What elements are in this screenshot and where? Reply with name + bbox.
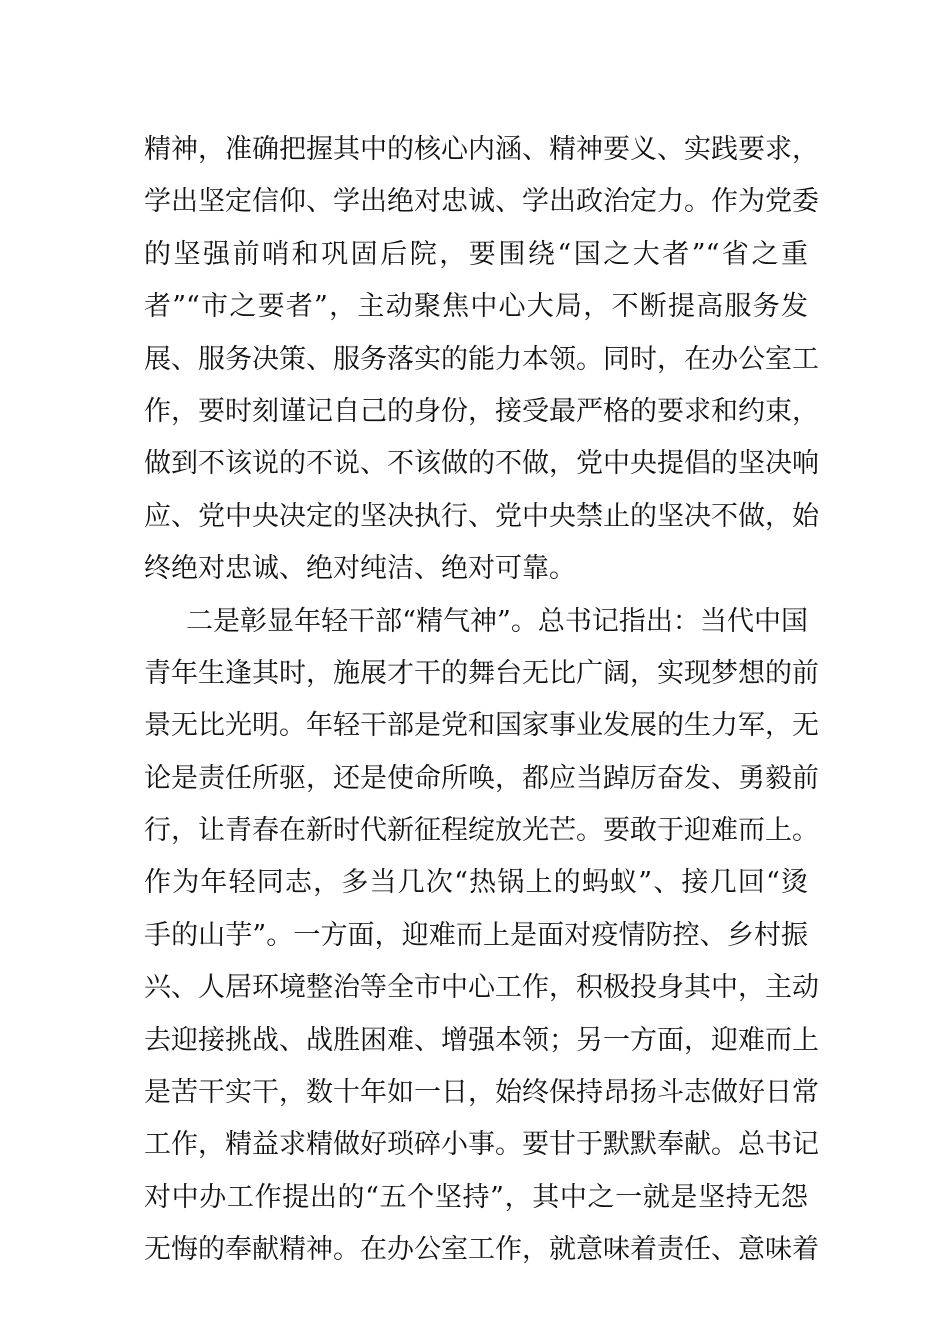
text-line-19: 是苦干实干，数十年如一日，始终保持昂扬斗志做好日常 (144, 1077, 819, 1109)
text-line-2: 学出坚定信仰、学出绝对忠诚、学出政治定力。作为党委 (144, 186, 819, 218)
text-line-8: 应、党中央决定的坚决执行、党中央禁止的坚决不做，始 (144, 500, 819, 532)
text-line-18: 去迎接挑战、战胜困难、增强本领；另一方面，迎难而上 (144, 1024, 819, 1056)
text-line-13: 论是责任所驱，还是使命所唤，都应当踔厉奋发、勇毅前 (144, 762, 819, 794)
text-line-4: 者”“市之要者”，主动聚焦中心大局，不断提高服务发 (144, 291, 808, 323)
text-line-22: 无悔的奉献精神。在办公室工作，就意味着责任、意味着 (144, 1234, 819, 1266)
text-line-17: 兴、人居环境整治等全市中心工作，积极投身其中，主动 (144, 972, 819, 1004)
text-line-15: 作为年轻同志，多当几次“热锅上的蚂蚁”、接几回“烫 (144, 867, 808, 899)
text-line-3: 的坚强前哨和巩固后院，要围绕“国之大者”“省之重 (144, 238, 808, 270)
text-line-14: 行，让青春在新时代新征程绽放光芒。要敢于迎难而上。 (144, 815, 819, 847)
text-line-12: 景无比光明。年轻干部是党和国家事业发展的生力军，无 (144, 710, 819, 742)
text-line-21: 对中办工作提出的“五个坚持”，其中之一就是坚持无怨 (144, 1181, 808, 1213)
text-line-1: 精神，准确把握其中的核心内涵、精神要义、实践要求， (144, 134, 819, 165)
body-text (144, 124, 819, 1277)
text-line-5: 展、服务决策、服务落实的能力本领。同时，在办公室工 (144, 343, 819, 375)
text-line-9: 终绝对忠诚、绝对纯洁、绝对可靠。 (144, 553, 576, 585)
text-line-6: 作，要时刻谨记自己的身份，接受最严格的要求和约束， (144, 395, 819, 427)
text-line-11: 青年生逢其时，施展才干的舞台无比广阔，实现梦想的前 (144, 657, 819, 689)
text-line-7: 做到不该说的不说、不该做的不做，党中央提倡的坚决响 (144, 448, 819, 480)
text-line-20: 工作，精益求精做好琐碎小事。要甘于默默奉献。总书记 (144, 1129, 819, 1161)
text-line-16: 手的山芋”。一方面，迎难而上是面对疫情防控、乡村振 (144, 919, 808, 951)
text-line-10: 二是彰显年轻干部“精气神”。总书记指出：当代中国 (186, 605, 808, 637)
